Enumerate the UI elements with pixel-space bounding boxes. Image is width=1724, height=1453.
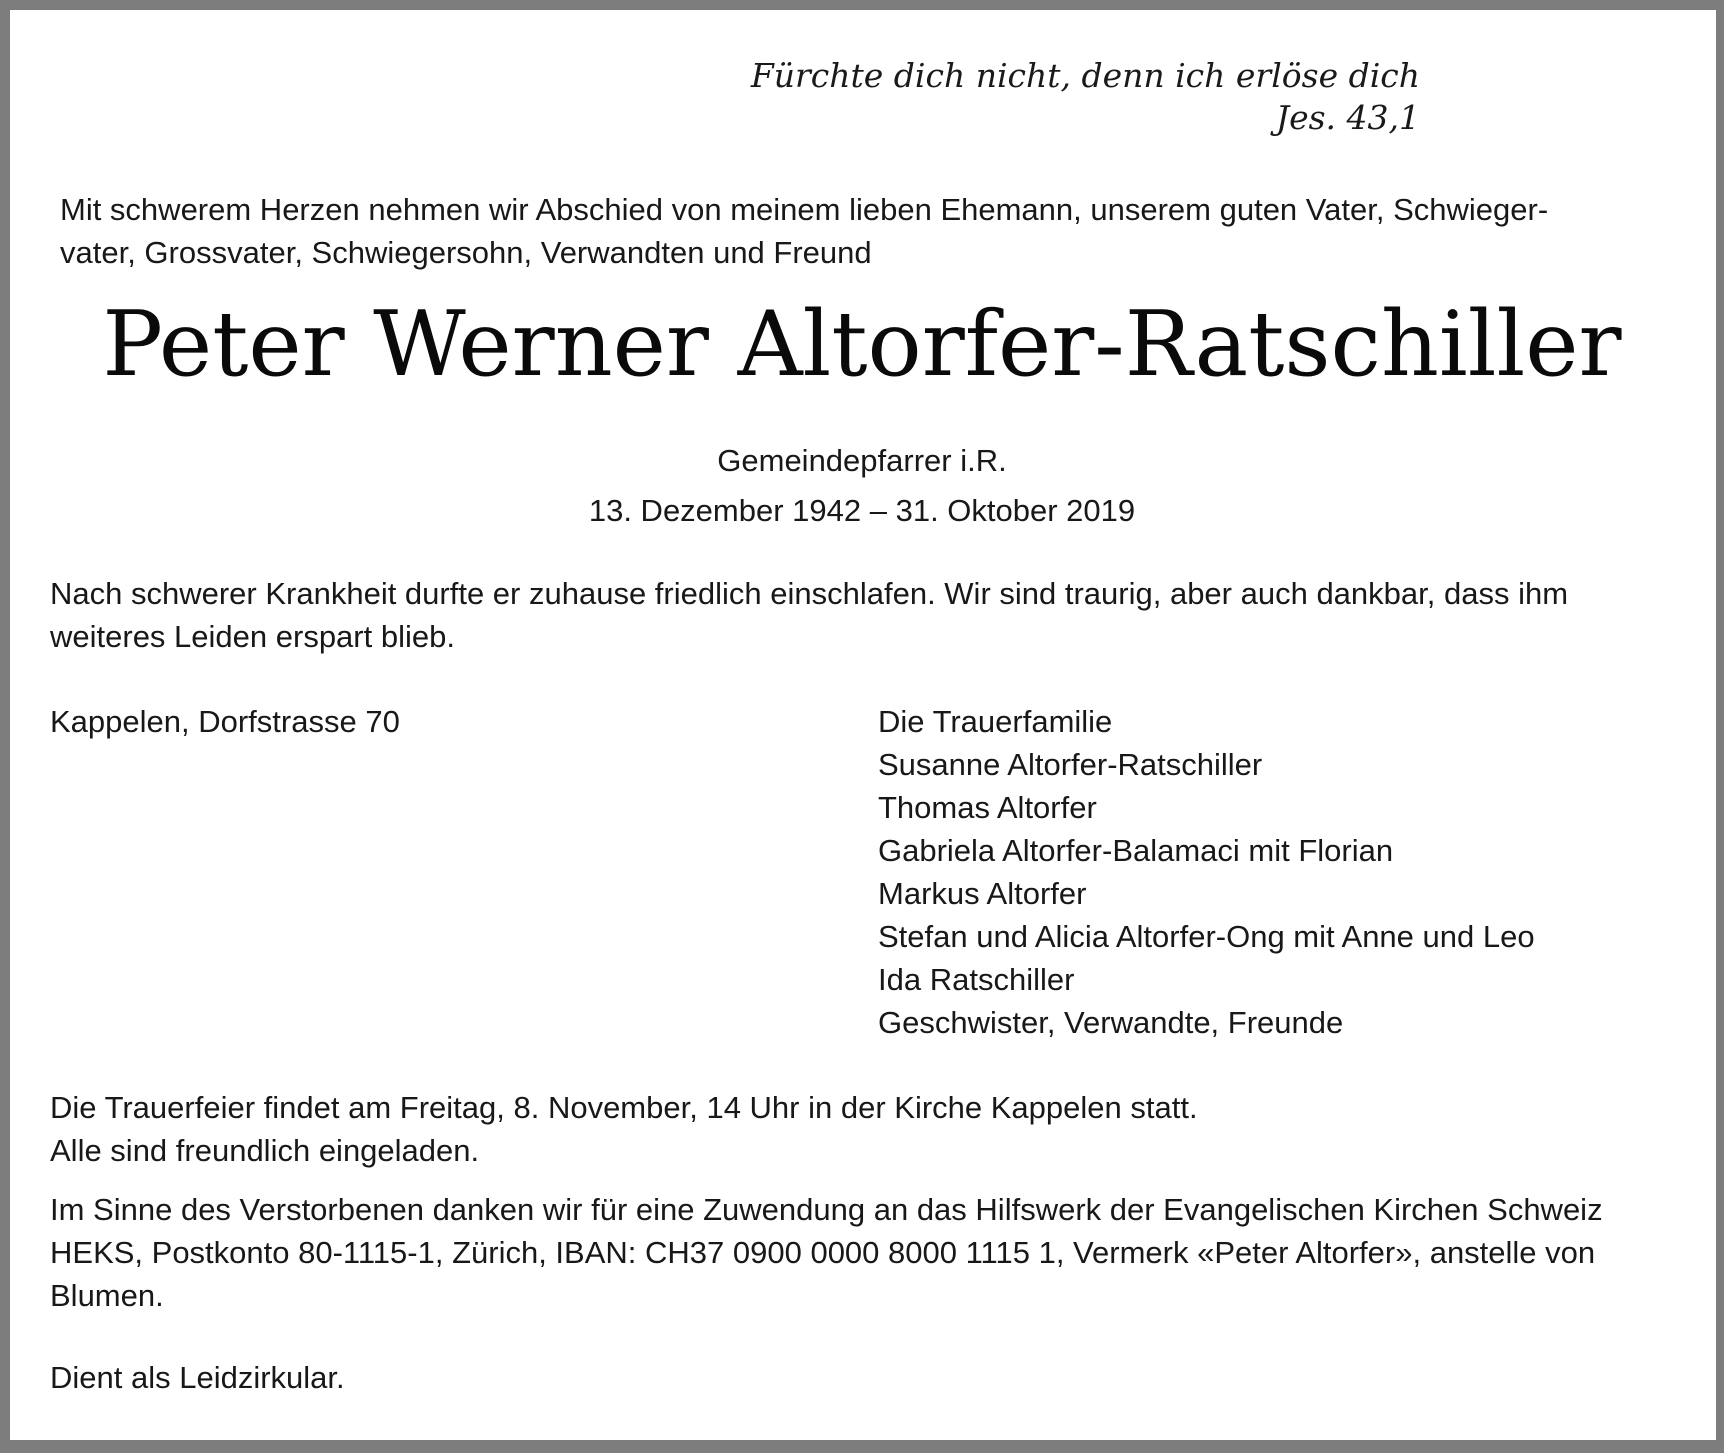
funeral-ceremony-info xyxy=(50,1086,1198,1172)
circular-note: Dient als Leidzirkular. xyxy=(50,1360,345,1395)
verse-reference: Jes. 43,1 xyxy=(1275,98,1420,137)
family-member: Gabriela Altorfer-Balamaci mit Florian xyxy=(878,833,1394,868)
deceased-title: Gemeindepfarrer i.R. xyxy=(717,443,1007,478)
deceased-details xyxy=(0,436,1724,536)
family-member: Susanne Altorfer-Ratschiller xyxy=(878,747,1263,782)
donation-info xyxy=(50,1188,1672,1317)
family-member: Thomas Altorfer xyxy=(878,790,1097,825)
intro-text xyxy=(60,188,1665,274)
mourning-family-list xyxy=(878,700,1535,1044)
family-member: Ida Ratschiller xyxy=(878,962,1075,997)
family-address: Kappelen, Dorfstrasse 70 xyxy=(50,704,400,739)
donation-text: Im Sinne des Verstorbenen danken wir für eine Zuwendung an das Hilfswerk der Evangelischen Kirchen Schweiz HEKS, Postkonto 80-1115-1, Zürich, IBAN: CH37 0900 0000 8000 1115 1, Vermerk «Peter Altorfer», anstelle von Blumen. xyxy=(50,1192,1603,1313)
family-member: Geschwister, Verwandte, Freunde xyxy=(878,1005,1344,1040)
ceremony-invitation: Alle sind freundlich eingeladen. xyxy=(50,1133,480,1168)
family-member: Stefan und Alicia Altorfer-Ong mit Anne und Leo xyxy=(878,919,1535,954)
family-member: Markus Altorfer xyxy=(878,876,1087,911)
intro-line-1: Mit schwerem Herzen nehmen wir Abschied von meinem lieben Ehemann, unserem guten Vater, Schwieger- xyxy=(60,192,1549,227)
intro-line-2: vater, Grossvater, Schwiegersohn, Verwandten und Freund xyxy=(60,235,872,270)
verse-text: Fürchte dich nicht, denn ich erlöse dich xyxy=(750,56,1420,95)
bible-verse xyxy=(751,55,1420,139)
ceremony-details: Die Trauerfeier findet am Freitag, 8. November, 14 Uhr in der Kirche Kappelen statt. xyxy=(50,1090,1198,1125)
deceased-name: Peter Werner Altorfer-Ratschiller xyxy=(102,292,1622,397)
family-member: Die Trauerfamilie xyxy=(878,704,1113,739)
farewell-text: Nach schwerer Krankheit durfte er zuhause friedlich einschlafen. Wir sind traurig, aber auch dankbar, dass ihm weiteres Leiden erspart blieb. xyxy=(50,576,1569,654)
life-dates: 13. Dezember 1942 – 31. Oktober 2019 xyxy=(588,493,1136,528)
